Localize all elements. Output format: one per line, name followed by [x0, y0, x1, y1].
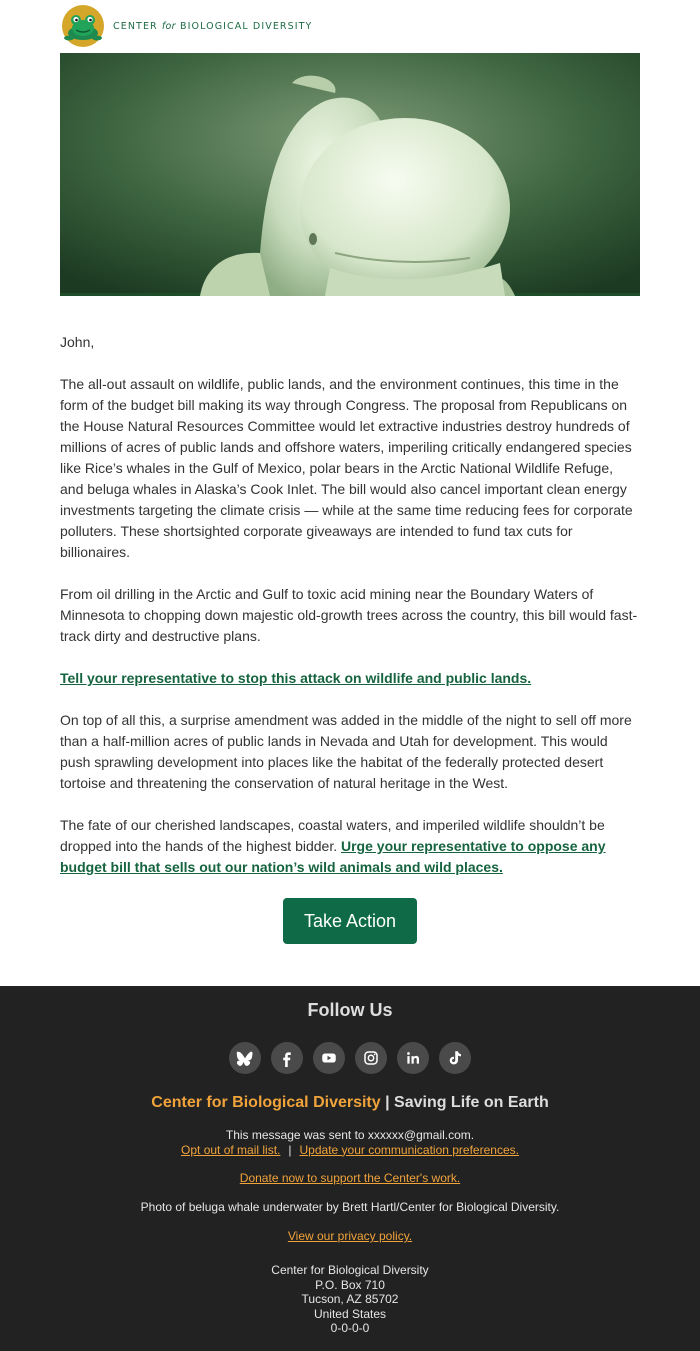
stop-attack-link[interactable]: Tell your representative to stop this attack on wildlife and public lands.: [60, 670, 532, 686]
preference-links: [0, 1143, 700, 1158]
logo-wordmark: [113, 21, 312, 32]
paragraph-3: On top of all this, a surprise amendment was added in the middle of the night to sell off more than a half-million acres of public lands in Nevada and Utah for development. This would push sprawling development into places like the habitat of the federally protected desert tortoise and threatening the conservation of natural heritage in the West.: [60, 712, 632, 791]
tiktok-icon[interactable]: [439, 1042, 471, 1074]
address-phone: 0-0-0-0: [330, 1321, 370, 1335]
take-action-button[interactable]: Take Action: [283, 898, 417, 944]
address-po: P.O. Box 710: [315, 1277, 385, 1292]
mailing-address: [0, 1263, 700, 1336]
opt-out-link[interactable]: Opt out of mail list.: [181, 1142, 281, 1157]
sent-to-block: [0, 1128, 700, 1157]
donate-block: [0, 1171, 700, 1186]
linkedin-icon[interactable]: [397, 1042, 429, 1074]
donate-link[interactable]: Donate now to support the Center's work.: [239, 1171, 461, 1185]
paragraph-4-text: The fate of our cherished landscapes, coastal waters, and imperiled wildlife shouldn’t be dropped into the hands of the highest bidder.: [60, 817, 605, 854]
oppose-budget-link[interactable]: Urge your representative to oppose any budget bill that sells out our nation’s wild animals and wild places.: [60, 838, 606, 875]
beluga-photo: [60, 53, 640, 296]
hero-image-beluga[interactable]: [60, 53, 640, 296]
address-name: Center for Biological Diversity: [271, 1263, 429, 1277]
social-links: [0, 1042, 700, 1074]
sent-to-text: This message was sent to xxxxxx@gmail.com.: [225, 1128, 475, 1142]
follow-us-heading: Follow Us: [307, 1000, 393, 1020]
org-tagline: [0, 1094, 700, 1112]
privacy-policy-link[interactable]: View our privacy policy.: [287, 1229, 413, 1243]
youtube-icon[interactable]: [313, 1042, 345, 1074]
facebook-icon[interactable]: [271, 1042, 303, 1074]
logo-word-for: for: [161, 20, 176, 32]
paragraph-1: The all-out assault on wildlife, public lands, and the environment continues, this time in the form of the budget bill making its way through Congress. The proposal from Republicans on the House Natural Resources Committee would let extractive industries destroy hundreds of millions of acres of public lands and offshore waters, imperiling critically endangered species like Rice’s whales in the Gulf of Mexico, polar bears in the Arctic National Wildlife Refuge, and beluga whales in Alaska’s Cook Inlet. The bill would also cancel important clean energy investments targeting the climate crisis — while at the same time reducing fees for corporate polluters. These shortsighted corporate giveaways are intended to fund tax cuts for billionaires.: [60, 376, 633, 560]
address-country: United States: [313, 1306, 387, 1321]
paragraph-link-1: [60, 668, 640, 689]
privacy-block: [0, 1229, 700, 1244]
instagram-icon[interactable]: [355, 1042, 387, 1074]
header-logo[interactable]: [60, 4, 312, 48]
address-city: Tucson, AZ 85702: [301, 1292, 399, 1306]
email-body: [60, 332, 640, 899]
org-name: Center for Biological Diversity: [151, 1094, 381, 1111]
paragraph-4: [60, 815, 640, 878]
logo-word-center: CENTER: [113, 20, 158, 32]
frog-logo-icon: [60, 4, 106, 48]
bluesky-icon[interactable]: [229, 1042, 261, 1074]
link-separator: |: [288, 1142, 292, 1157]
footer: [0, 986, 700, 1351]
cta-container: [0, 898, 700, 944]
greeting: John,: [60, 334, 95, 350]
update-preferences-link[interactable]: Update your communication preferences.: [299, 1142, 519, 1157]
tagline: | Saving Life on Earth: [380, 1094, 549, 1111]
logo-word-rest: BIOLOGICAL DIVERSITY: [179, 20, 313, 32]
paragraph-2: From oil drilling in the Arctic and Gulf to toxic acid mining near the Boundary Waters of Minnesota to chopping down majestic old-growth trees across the country, this bill would fast-track dirty and destructive plans.: [60, 586, 638, 644]
photo-credit: Photo of beluga whale underwater by Brett Hartl/Center for Biological Diversity.: [140, 1200, 560, 1214]
